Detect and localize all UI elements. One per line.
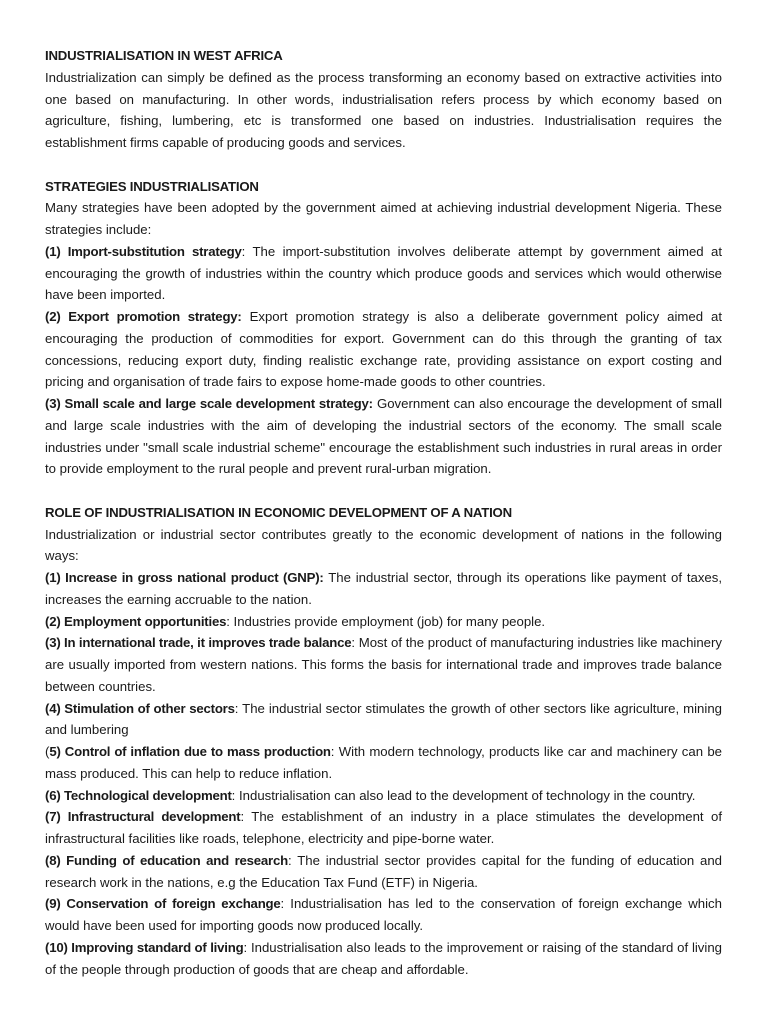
list-item	[45, 632, 722, 697]
item-text: : Industrialisation can also lead to the development of technology in the country.	[231, 787, 696, 803]
list-item	[45, 741, 722, 785]
item-lead: (1) Import-substitution strategy	[45, 243, 242, 259]
item-lead: (8) Funding of education and research	[45, 852, 288, 868]
section-heading: ROLE OF INDUSTRIALISATION IN ECONOMIC DEVELOPMENT OF A NATION	[45, 504, 512, 520]
item-lead: (2) Export promotion strategy:	[45, 309, 242, 324]
item-text: : Industrialisation also leads to the improvement or raising of the standard of living of the people through production of goods that are cheap and affordable.	[45, 939, 722, 977]
item-text: : The establishment of an industry in a place stimulates the development of infrastructural facilities like roads, telephone, electricity and pipe-borne water.	[45, 809, 722, 846]
list-item	[45, 306, 722, 393]
item-lead: (6) Technological development	[45, 787, 232, 803]
item-lead: (3) In international trade, it improves trade balance	[45, 635, 352, 651]
list-item	[45, 698, 722, 742]
list-item	[45, 567, 722, 611]
list-item	[45, 850, 722, 894]
item-lead: (9) Conservation of foreign exchange	[45, 896, 281, 912]
paragraph: Industrialization or industrial sector contributes greatly to the economic development of nations in the following ways:	[45, 526, 722, 564]
list-item	[45, 611, 722, 633]
paragraph: Many strategies have been adopted by the government aimed at achieving industrial development Nigeria. These strategies include:	[45, 200, 722, 237]
item-text: : The industrial sector provides capital for the funding of education and research work in the nations, e.g the Education Tax Fund (ETF) in Nigeria.	[45, 852, 722, 890]
list-item	[45, 937, 722, 981]
section-heading: INDUSTRIALISATION IN WEST AFRICA	[45, 48, 283, 63]
item-lead: (1) Increase in gross national product (GNP):	[45, 570, 324, 585]
item-text: The industrial sector, through its operations like payment of taxes, increases the earning accruable to the nation.	[45, 570, 723, 607]
section-role-of-industrialisation	[45, 502, 722, 981]
item-text: : Industries provide employment (job) for many people.	[226, 613, 546, 629]
list-item	[45, 893, 722, 937]
item-lead: 5) Control of inflation due to mass production	[49, 744, 331, 759]
item-lead: (4) Stimulation of other sectors	[45, 700, 235, 716]
list-item	[45, 241, 722, 306]
item-text: : Most of the product of manufacturing industries like machinery are usually imported from western nations. This forms the basis for international trade and improves trade balance between countries.	[45, 635, 722, 694]
item-text: Government can also encourage the development of small and large scale industries with the aim of developing the industrial sectors of the economy. The small scale industries under "small scale industrial scheme" encourage the establishment such industries in rural areas in order to provide employment to the rural people and prevent rural-urban migration.	[45, 396, 722, 477]
item-text: : The import-substitution involves deliberate attempt by government aimed at encouraging the growth of industries within the country which produce goods and services which would otherwise have been imported.	[45, 243, 722, 303]
list-item	[45, 806, 722, 850]
item-text: Export promotion strategy is also a deliberate government policy aimed at encouraging the production of commodities for export. Government can do this through the granting of tax concessions, reducing export duty, finding realistic exchange rate, providing assistance on export costing and pricing and organisation of trade fairs to expose home-made goods to other countries.	[45, 309, 722, 390]
section-strategies	[45, 176, 722, 481]
paragraph: Industrialization can simply be defined as the process transforming an economy based on extractive activities into one based on manufacturing. In other words, industrialisation refers process by which economy based on agriculture, fishing, lumbering, etc is transformed one based on industries. Industrialisation requires the establishment firms capable of producing goods and services.	[45, 69, 722, 150]
section-heading: STRATEGIES INDUSTRIALISATION	[45, 178, 259, 194]
item-lead: (3) Small scale and large scale development strategy:	[45, 396, 373, 411]
item-lead: (10) Improving standard of living	[45, 939, 244, 955]
item-prefix: (	[45, 744, 50, 759]
item-text: : The industrial sector stimulates the growth of other sectors like agriculture, mining and lumbering	[45, 700, 722, 738]
document-page	[45, 45, 722, 980]
item-lead: (7) Infrastructural development	[45, 809, 241, 825]
item-text: : Industrialisation has led to the conservation of foreign exchange which would have been used for importing goods now produced locally.	[45, 896, 722, 933]
item-text: : With modern technology, products like car and machinery can be mass produced. This can help to reduce inflation.	[45, 744, 722, 781]
section-industrialisation-west-africa	[45, 45, 722, 154]
list-item	[45, 393, 722, 480]
list-item	[45, 785, 722, 807]
item-lead: (2) Employment opportunities	[45, 613, 227, 629]
